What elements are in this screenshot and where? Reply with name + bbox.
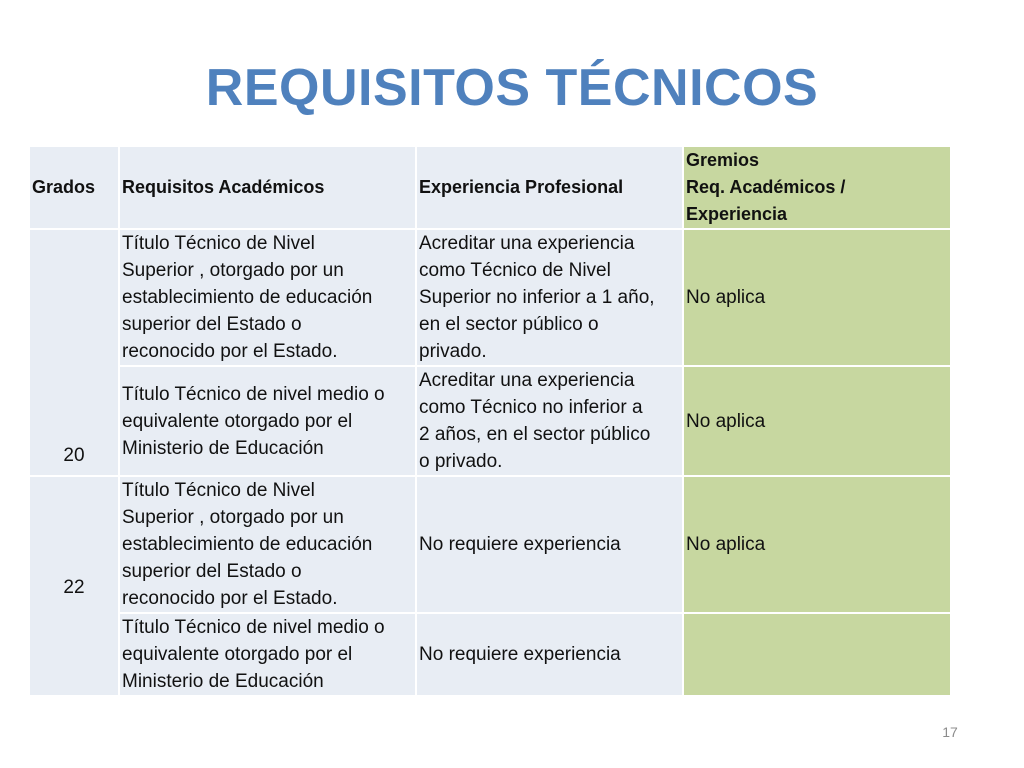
academicos-cell: Título Técnico de nivel medio o equivalente otorgado por el Ministerio de Educación (119, 366, 416, 476)
slide-title: REQUISITOS TÉCNICOS (205, 59, 819, 117)
table-row (29, 229, 951, 366)
table-header-row (29, 146, 951, 229)
experiencia-cell: Acreditar una experiencia como Técnico de Nivel Superior no inferior a 1 año, en el sector público o privado. (416, 229, 683, 366)
academicos-cell: Título Técnico de nivel medio o equivalente otorgado por el Ministerio de Educación (119, 613, 416, 696)
experiencia-cell: Acreditar una experiencia como Técnico no inferior a 2 años, en el sector público o privado. (416, 366, 683, 476)
gremios-cell: No aplica (683, 366, 951, 476)
header-grados: Grados (29, 146, 119, 229)
gremios-cell (683, 613, 951, 696)
gremios-cell: No aplica (683, 476, 951, 613)
grado-cell: 20 (29, 229, 119, 476)
table-row (29, 613, 951, 696)
academicos-cell: Título Técnico de Nivel Superior , otorgado por un establecimiento de educación superior del Estado o reconocido por el Estado. (119, 229, 416, 366)
requirements-table (28, 145, 952, 697)
table-row (29, 366, 951, 476)
gremios-cell: No aplica (683, 229, 951, 366)
page-number: 17 (942, 724, 958, 740)
header-gremios: Gremios Req. Académicos / Experiencia (683, 146, 951, 229)
academicos-cell: Título Técnico de Nivel Superior , otorgado por un establecimiento de educación superior del Estado o reconocido por el Estado. (119, 476, 416, 613)
header-academicos: Requisitos Académicos (119, 146, 416, 229)
header-experiencia: Experiencia Profesional (416, 146, 683, 229)
grado-cell: 22 (29, 476, 119, 696)
experiencia-cell: No requiere experiencia (416, 476, 683, 613)
table-row (29, 476, 951, 613)
experiencia-cell: No requiere experiencia (416, 613, 683, 696)
